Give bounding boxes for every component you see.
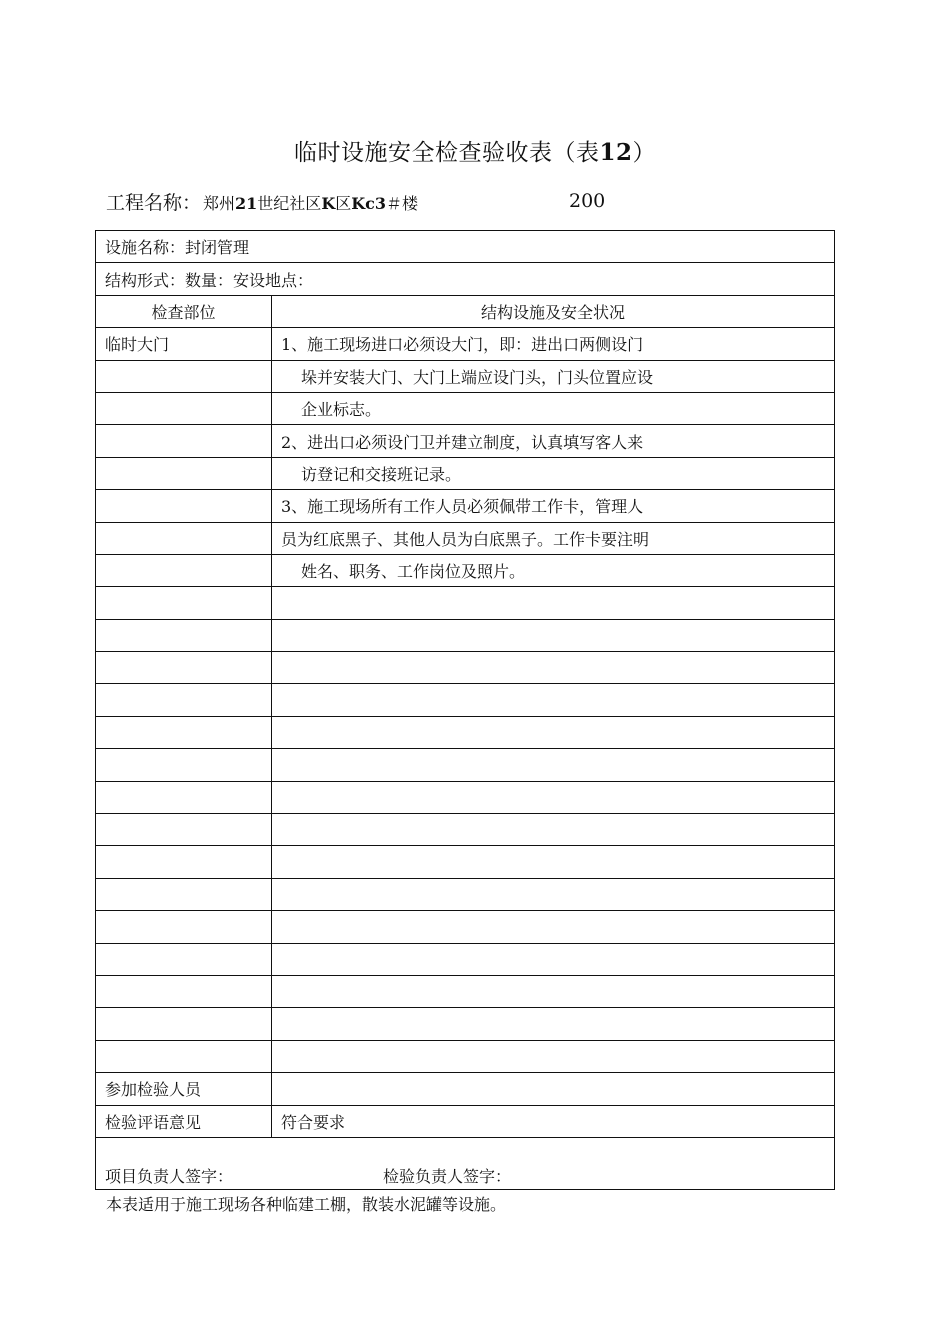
empty-row <box>96 652 835 684</box>
project-name-part: K <box>321 194 336 213</box>
empty-cell <box>272 1040 835 1072</box>
table-row <box>96 522 835 554</box>
opinion-value: 符合要求 <box>272 1105 835 1137</box>
empty-cell <box>96 684 272 716</box>
empty-row <box>96 1008 835 1040</box>
empty-cell <box>272 911 835 943</box>
empty-cell <box>272 619 835 651</box>
safety-status-cell: 员为红底黑子、其他人员为白底黑子。工作卡要注明 <box>272 522 835 554</box>
safety-status-cell: 1、施工现场进口必须设大门，即：进出口两侧设门 <box>272 328 835 360</box>
empty-cell <box>272 749 835 781</box>
empty-row <box>96 684 835 716</box>
table-row <box>96 425 835 457</box>
project-name-part: ＃楼 <box>386 194 419 213</box>
empty-cell <box>96 846 272 878</box>
participants-label: 参加检验人员 <box>96 1073 272 1105</box>
empty-cell <box>272 878 835 910</box>
participants-row <box>96 1073 835 1105</box>
safety-status-cell: 姓名、职务、工作岗位及照片。 <box>272 554 835 586</box>
inspection-lead-signature-label: 检验负责人签字： <box>383 1166 512 1186</box>
inspection-part-cell <box>96 425 272 457</box>
participants-value <box>272 1073 835 1105</box>
project-name-line <box>106 188 418 215</box>
empty-cell <box>272 716 835 748</box>
project-name-label: 工程名称： <box>106 192 202 214</box>
empty-cell <box>96 1008 272 1040</box>
project-name-part: Kc3 <box>351 194 387 213</box>
empty-cell <box>272 1008 835 1040</box>
signature-row <box>96 1137 835 1189</box>
empty-cell <box>272 781 835 813</box>
empty-row <box>96 619 835 651</box>
project-name-part: 区 <box>335 194 352 213</box>
safety-status-cell: 企业标志。 <box>272 392 835 424</box>
empty-row <box>96 781 835 813</box>
empty-row <box>96 878 835 910</box>
project-name-part: 郑州 <box>203 194 236 213</box>
empty-row <box>96 846 835 878</box>
empty-row <box>96 587 835 619</box>
empty-cell <box>96 652 272 684</box>
inspection-part-cell <box>96 360 272 392</box>
empty-cell <box>272 975 835 1007</box>
project-name-part: 21 <box>235 194 258 213</box>
empty-cell <box>96 943 272 975</box>
empty-cell <box>96 619 272 651</box>
col-header-structure-safety: 结构设施及安全状况 <box>272 295 835 327</box>
column-header-row <box>96 295 835 327</box>
inspection-part-cell <box>96 392 272 424</box>
empty-cell <box>96 716 272 748</box>
title-number: 12 <box>599 139 633 166</box>
empty-cell <box>96 749 272 781</box>
project-name-part: 世纪社区 <box>257 194 322 213</box>
project-lead-signature-label: 项目负责人签字： <box>105 1166 234 1186</box>
table-row <box>96 554 835 586</box>
table-row <box>96 392 835 424</box>
facility-name-row <box>96 231 835 263</box>
table-row <box>96 360 835 392</box>
empty-cell <box>272 587 835 619</box>
facility-name-cell: 设施名称：封闭管理 <box>96 231 835 263</box>
safety-status-cell: 3、施工现场所有工作人员必须佩带工作卡，管理人 <box>272 490 835 522</box>
inspection-part-cell <box>96 490 272 522</box>
page-title <box>0 134 950 167</box>
empty-cell <box>272 814 835 846</box>
signature-cell <box>96 1137 835 1189</box>
empty-cell <box>272 943 835 975</box>
inspection-part-cell: 临时大门 <box>96 328 272 360</box>
safety-status-cell: 访登记和交接班记录。 <box>272 457 835 489</box>
safety-status-cell: 垛并安装大门、大门上端应设门头，门头位置应设 <box>272 360 835 392</box>
empty-row <box>96 943 835 975</box>
project-name-value <box>203 194 418 213</box>
empty-cell <box>96 878 272 910</box>
title-text: 临时设施安全检查验收表（表 <box>293 140 600 166</box>
empty-cell <box>96 975 272 1007</box>
safety-status-cell: 2、进出口必须设门卫并建立制度，认真填写客人来 <box>272 425 835 457</box>
empty-cell <box>96 781 272 813</box>
table-row <box>96 328 835 360</box>
table-row <box>96 490 835 522</box>
empty-row <box>96 975 835 1007</box>
empty-cell <box>272 846 835 878</box>
opinion-row <box>96 1105 835 1137</box>
col-header-inspection-part: 检查部位 <box>96 295 272 327</box>
empty-cell <box>96 814 272 846</box>
inspection-part-cell <box>96 522 272 554</box>
empty-row <box>96 814 835 846</box>
empty-row <box>96 749 835 781</box>
empty-row <box>96 716 835 748</box>
year-field: 200 <box>569 190 606 212</box>
structure-row <box>96 263 835 295</box>
empty-cell <box>96 1040 272 1072</box>
empty-row <box>96 1040 835 1072</box>
title-close: ） <box>632 140 656 166</box>
opinion-label: 检验评语意见 <box>96 1105 272 1137</box>
footer-note: 本表适用于施工现场各种临建工棚，散装水泥罐等设施。 <box>106 1195 507 1214</box>
empty-cell <box>96 587 272 619</box>
structure-cell: 结构形式：数量：安设地点： <box>96 263 835 295</box>
inspection-form-table <box>95 230 835 1190</box>
inspection-part-cell <box>96 457 272 489</box>
empty-row <box>96 911 835 943</box>
empty-cell <box>272 684 835 716</box>
inspection-part-cell <box>96 554 272 586</box>
empty-cell <box>96 911 272 943</box>
table-row <box>96 457 835 489</box>
empty-cell <box>272 652 835 684</box>
